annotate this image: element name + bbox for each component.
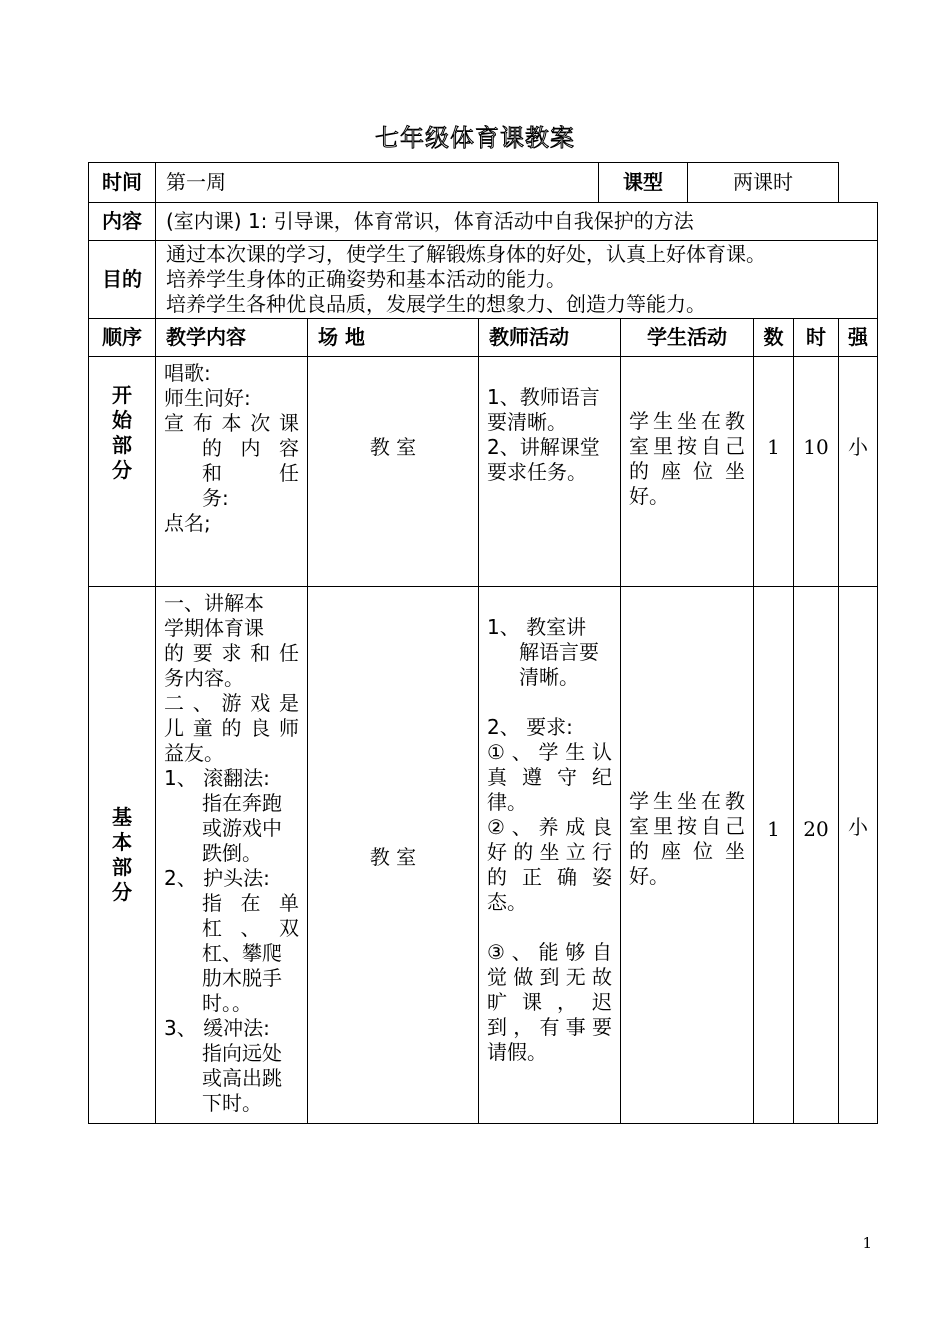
- page-number: 1: [862, 1234, 872, 1252]
- col-content: 教学内容: [156, 319, 308, 357]
- teacher-activity: 1、 教室讲 解语言要 清晰。 2、 要求: ①、学生认 真遵守纪 律。 ②、养成良 好的坐立行 的正确姿 态。 ③、能够自 觉做到无故 旷课，迟 到，有事要 请假。: [479, 587, 621, 1124]
- time-value: 20: [794, 587, 839, 1124]
- table-row: [89, 587, 878, 1124]
- col-student: 学生活动: [621, 319, 754, 357]
- col-order: 顺序: [89, 319, 156, 357]
- row-goal: [89, 241, 878, 319]
- student-activity: 学生坐在教 室里按自己 的座位坐 好。: [621, 587, 754, 1124]
- type-value: 两课时: [733, 170, 794, 194]
- teaching-content: 唱歌: 师生问好: 宣布本次课 的内容 和 任 务: 点名;: [156, 357, 308, 587]
- col-intensity: 强: [839, 319, 878, 357]
- table-row: [89, 357, 878, 587]
- time-value: 10: [794, 357, 839, 587]
- page-title: 七年级体育课教案: [375, 124, 575, 152]
- column-header-row: [89, 319, 878, 357]
- venue: 教 室: [308, 357, 479, 587]
- teacher-activity: 1、教师语言 要清晰。 2、讲解课堂 要求任务。: [479, 357, 621, 587]
- student-activity: 学生坐在教 室里按自己 的座位坐 好。: [621, 357, 754, 587]
- col-teacher: 教师活动: [479, 319, 621, 357]
- row-time: [89, 163, 878, 203]
- col-time: 时: [794, 319, 839, 357]
- goal-line: 通过本次课的学习，使学生了解锻炼身体的好处，认真上好体育课。: [166, 242, 766, 266]
- intensity-value: 小: [839, 587, 878, 1124]
- section-label: 开 始 部 分: [89, 357, 156, 587]
- goal-line: 培养学生各种优良品质，发展学生的想象力、创造力等能力。: [166, 292, 706, 316]
- teaching-content: 一、讲解本 学期体育课 的要求和任 务内容。 二、游戏是 儿童的良师 益友。 1、 滚翻法: 指在奔跑 或游戏中 跌倒。 2、 护头法: 指在单 杠、双 杠、攀爬 肋木脱手 时。。 3、 缓冲法: 指向远处 或高出跳 下时。: [156, 587, 308, 1124]
- time-value: 第一周: [166, 170, 226, 194]
- section-label: 基 本 部 分: [89, 587, 156, 1124]
- type-label: 课型: [598, 163, 688, 202]
- lesson-plan-table: [88, 162, 878, 1124]
- goal-line: 培养学生身体的正确姿势和基本活动的能力。: [166, 267, 566, 291]
- row-content: [89, 203, 878, 241]
- count-value: 1: [754, 587, 794, 1124]
- col-count: 数: [754, 319, 794, 357]
- intensity-value: 小: [839, 357, 878, 587]
- time-label: 时间: [89, 163, 156, 203]
- count-value: 1: [754, 357, 794, 587]
- content-value: (室内课) 1: 引导课，体育常识，体育活动中自我保护的方法: [156, 203, 878, 241]
- venue: 教 室: [308, 587, 479, 1124]
- goal-label: 目的: [89, 241, 156, 319]
- col-venue: 场 地: [308, 319, 479, 357]
- content-label: 内容: [89, 203, 156, 241]
